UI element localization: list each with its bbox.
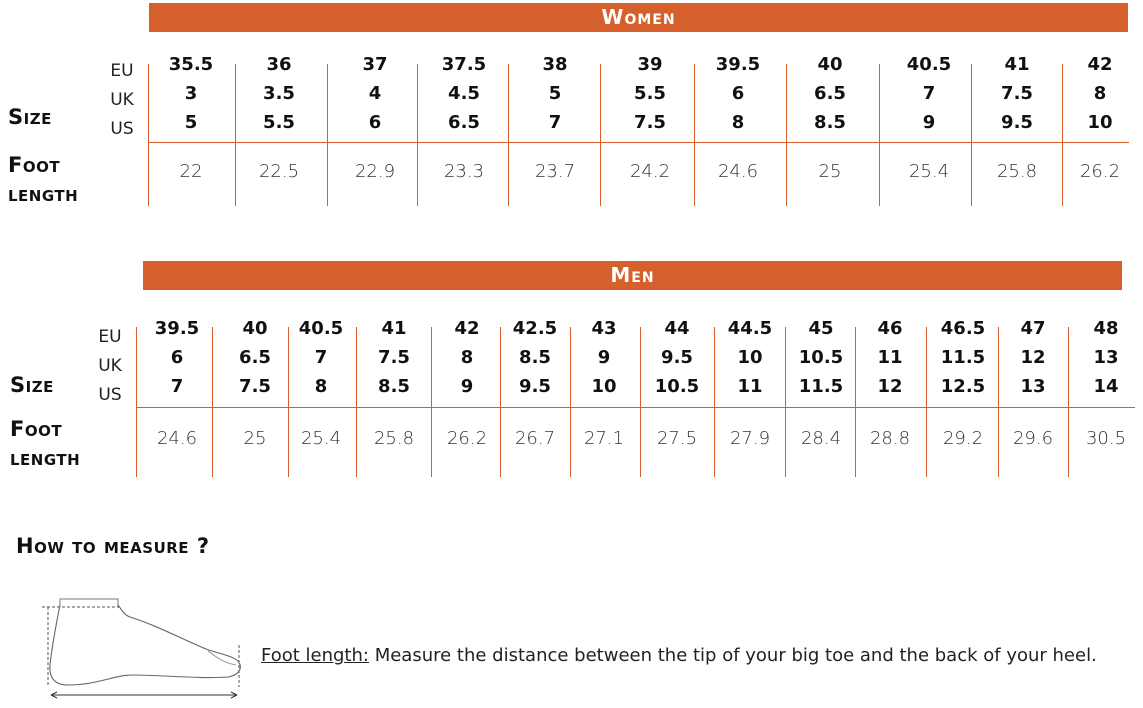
men-size-uk: 8.5	[519, 347, 551, 368]
women-foot-length-cm: 23.7	[534, 161, 576, 182]
women-size-eu: 36	[266, 54, 292, 75]
women-foot-length-cm: 24.2	[629, 161, 671, 182]
men-size-uk: 12	[1020, 347, 1046, 368]
women-size-uk: 3.5	[263, 83, 295, 104]
men-column-separator	[926, 327, 927, 477]
men-size-eu: 44	[664, 318, 690, 339]
women-size-us: 6	[368, 112, 382, 133]
women-size-eu: 40	[817, 54, 843, 75]
men-size-uk: 9.5	[661, 347, 693, 368]
women-system-labels	[104, 57, 140, 144]
women-size-column	[693, 50, 783, 137]
women-column-separator	[1062, 64, 1063, 206]
men-size-eu: 40.5	[298, 318, 344, 339]
men-size-us: 8.5	[378, 376, 410, 397]
women-size-column	[884, 50, 974, 137]
women-column-separator	[600, 64, 601, 206]
men-size-uk: 7	[314, 347, 328, 368]
men-size-uk: 6	[170, 347, 184, 368]
men-size-uk: 10.5	[798, 347, 844, 368]
women-banner	[149, 3, 1128, 32]
men-size-eu: 47	[1020, 318, 1046, 339]
men-column-separator	[570, 327, 571, 477]
men-size-eu: 40	[242, 318, 268, 339]
men-size-us: 11.5	[798, 376, 844, 397]
women-size-us: 7.5	[634, 112, 666, 133]
women-column-separator	[148, 64, 149, 206]
men-size-uk: 11	[877, 347, 903, 368]
men-size-uk: 7.5	[378, 347, 410, 368]
men-size-label: Size	[10, 373, 54, 397]
women-size-uk: 6.5	[814, 83, 846, 104]
men-foot-label-line1: Foot	[10, 417, 63, 441]
women-size-eu: 42	[1087, 54, 1113, 75]
women-size-column	[510, 50, 600, 137]
men-size-us: 8	[314, 376, 328, 397]
system-uk: UK	[110, 90, 134, 110]
women-size-eu: 38	[542, 54, 568, 75]
men-column-separator	[998, 327, 999, 477]
men-size-eu: 48	[1093, 318, 1119, 339]
women-size-column	[785, 50, 875, 137]
women-column-separator	[327, 64, 328, 206]
men-column-separator	[356, 327, 357, 477]
women-size-column	[234, 50, 324, 137]
men-column-separator	[431, 327, 432, 477]
women-foot-label-line2: length	[8, 182, 79, 206]
men-foot-length-cm: 29.2	[942, 428, 984, 449]
women-column-separator	[508, 64, 509, 206]
men-foot-label-line2: length	[10, 446, 81, 470]
men-size-uk: 10	[737, 347, 763, 368]
men-foot-length-cm: 25.8	[373, 428, 415, 449]
men-column-separator	[136, 327, 137, 477]
men-foot-length-cm: 27.9	[729, 428, 771, 449]
women-size-eu: 37	[362, 54, 388, 75]
men-size-eu: 42.5	[512, 318, 558, 339]
women-size-column	[330, 50, 420, 137]
men-foot-length-label	[10, 415, 80, 473]
women-size-column	[972, 50, 1062, 137]
women-foot-length-cm: 25.4	[908, 161, 950, 182]
men-size-us: 9	[460, 376, 474, 397]
women-size-us: 9.5	[1001, 112, 1033, 133]
system-eu: EU	[110, 61, 134, 81]
women-foot-length-cm: 22.5	[258, 161, 300, 182]
system-uk: UK	[98, 356, 122, 376]
men-foot-length-cm: 24.6	[156, 428, 198, 449]
men-foot-length-cm: 25.4	[300, 428, 342, 449]
foot-length-instruction	[261, 645, 1097, 666]
men-foot-length-cm: 25	[243, 428, 267, 449]
men-size-eu: 44.5	[727, 318, 773, 339]
men-size-us: 13	[1020, 376, 1046, 397]
women-foot-length-cm: 23.3	[443, 161, 485, 182]
women-column-separator	[879, 64, 880, 206]
women-size-eu: 35.5	[168, 54, 214, 75]
men-size-uk: 13	[1093, 347, 1119, 368]
foot-length-term: Foot length:	[261, 645, 369, 666]
women-size-us: 10	[1087, 112, 1113, 133]
women-size-us: 5.5	[263, 112, 295, 133]
men-size-us: 10.5	[654, 376, 700, 397]
men-size-eu: 45	[808, 318, 834, 339]
men-size-uk: 9	[597, 347, 611, 368]
how-to-measure-title: How to measure ?	[16, 534, 210, 558]
women-title: Women	[601, 5, 676, 29]
women-foot-length-cm: 26.2	[1079, 161, 1121, 182]
women-column-separator	[417, 64, 418, 206]
men-column-separator	[714, 327, 715, 477]
men-size-us: 9.5	[519, 376, 551, 397]
women-size-column	[146, 50, 236, 137]
men-size-uk: 6.5	[239, 347, 271, 368]
men-size-uk: 11.5	[940, 347, 986, 368]
men-column-separator	[212, 327, 213, 477]
women-size-eu: 41	[1004, 54, 1030, 75]
system-us: US	[98, 385, 122, 405]
women-size-uk: 4	[368, 83, 382, 104]
women-foot-length-cm: 24.6	[717, 161, 759, 182]
men-column-separator	[855, 327, 856, 477]
men-foot-length-cm: 27.5	[656, 428, 698, 449]
men-column-separator	[500, 327, 501, 477]
men-size-us: 10	[591, 376, 617, 397]
women-size-column	[419, 50, 509, 137]
women-size-eu: 37.5	[441, 54, 487, 75]
men-foot-length-cm: 30.5	[1085, 428, 1127, 449]
men-divider	[136, 407, 1135, 408]
men-foot-length-cm: 27.1	[583, 428, 625, 449]
men-column-separator	[785, 327, 786, 477]
women-size-column	[1055, 50, 1143, 137]
system-eu: EU	[98, 327, 122, 347]
men-system-labels	[92, 323, 128, 410]
women-column-separator	[235, 64, 236, 206]
men-size-eu: 46	[877, 318, 903, 339]
women-size-column	[605, 50, 695, 137]
men-column-separator	[288, 327, 289, 477]
men-size-eu: 41	[381, 318, 407, 339]
men-size-uk: 8	[460, 347, 474, 368]
men-size-us: 12	[877, 376, 903, 397]
women-size-eu: 40.5	[906, 54, 952, 75]
women-size-eu: 39	[637, 54, 663, 75]
men-size-us: 12.5	[940, 376, 986, 397]
women-column-separator	[971, 64, 972, 206]
women-size-uk: 5.5	[634, 83, 666, 104]
men-size-us: 7.5	[239, 376, 271, 397]
men-foot-length-cm: 26.2	[446, 428, 488, 449]
women-size-uk: 7.5	[1001, 83, 1033, 104]
women-size-uk: 8	[1093, 83, 1107, 104]
women-foot-length-cm: 25	[818, 161, 842, 182]
men-column-separator	[1068, 327, 1069, 477]
women-column-separator	[694, 64, 695, 206]
women-size-us: 8.5	[814, 112, 846, 133]
men-foot-length-cm: 28.4	[800, 428, 842, 449]
women-size-uk: 5	[548, 83, 562, 104]
women-size-label: Size	[8, 105, 52, 129]
women-size-us: 6.5	[448, 112, 480, 133]
women-size-us: 9	[922, 112, 936, 133]
men-size-us: 11	[737, 376, 763, 397]
women-foot-length-cm: 22	[179, 161, 203, 182]
foot-length-text: Measure the distance between the tip of your big toe and the back of your heel.	[368, 645, 1097, 666]
women-divider	[148, 142, 1129, 143]
men-size-us: 7	[170, 376, 184, 397]
men-size-eu: 42	[454, 318, 480, 339]
women-size-us: 8	[731, 112, 745, 133]
men-column-separator	[640, 327, 641, 477]
women-size-us: 7	[548, 112, 562, 133]
women-size-us: 5	[184, 112, 198, 133]
men-size-eu: 46.5	[940, 318, 986, 339]
men-foot-length-cm: 26.7	[514, 428, 556, 449]
women-size-uk: 4.5	[448, 83, 480, 104]
women-column-separator	[786, 64, 787, 206]
women-foot-length-cm: 25.8	[996, 161, 1038, 182]
men-size-column	[1061, 314, 1143, 401]
women-foot-length-cm: 22.9	[354, 161, 396, 182]
men-foot-length-cm: 29.6	[1012, 428, 1054, 449]
men-title: Men	[610, 263, 655, 287]
men-size-eu: 39.5	[154, 318, 200, 339]
women-foot-length-label	[8, 151, 78, 209]
men-size-us: 14	[1093, 376, 1119, 397]
men-size-eu: 43	[591, 318, 617, 339]
foot-diagram-icon	[38, 595, 248, 705]
women-size-uk: 3	[184, 83, 198, 104]
women-size-eu: 39.5	[715, 54, 761, 75]
men-banner	[143, 261, 1122, 290]
men-foot-length-cm: 28.8	[869, 428, 911, 449]
women-size-uk: 7	[922, 83, 936, 104]
women-foot-label-line1: Foot	[8, 153, 61, 177]
system-us: US	[110, 119, 134, 139]
women-size-uk: 6	[731, 83, 745, 104]
men-size-column	[132, 314, 222, 401]
